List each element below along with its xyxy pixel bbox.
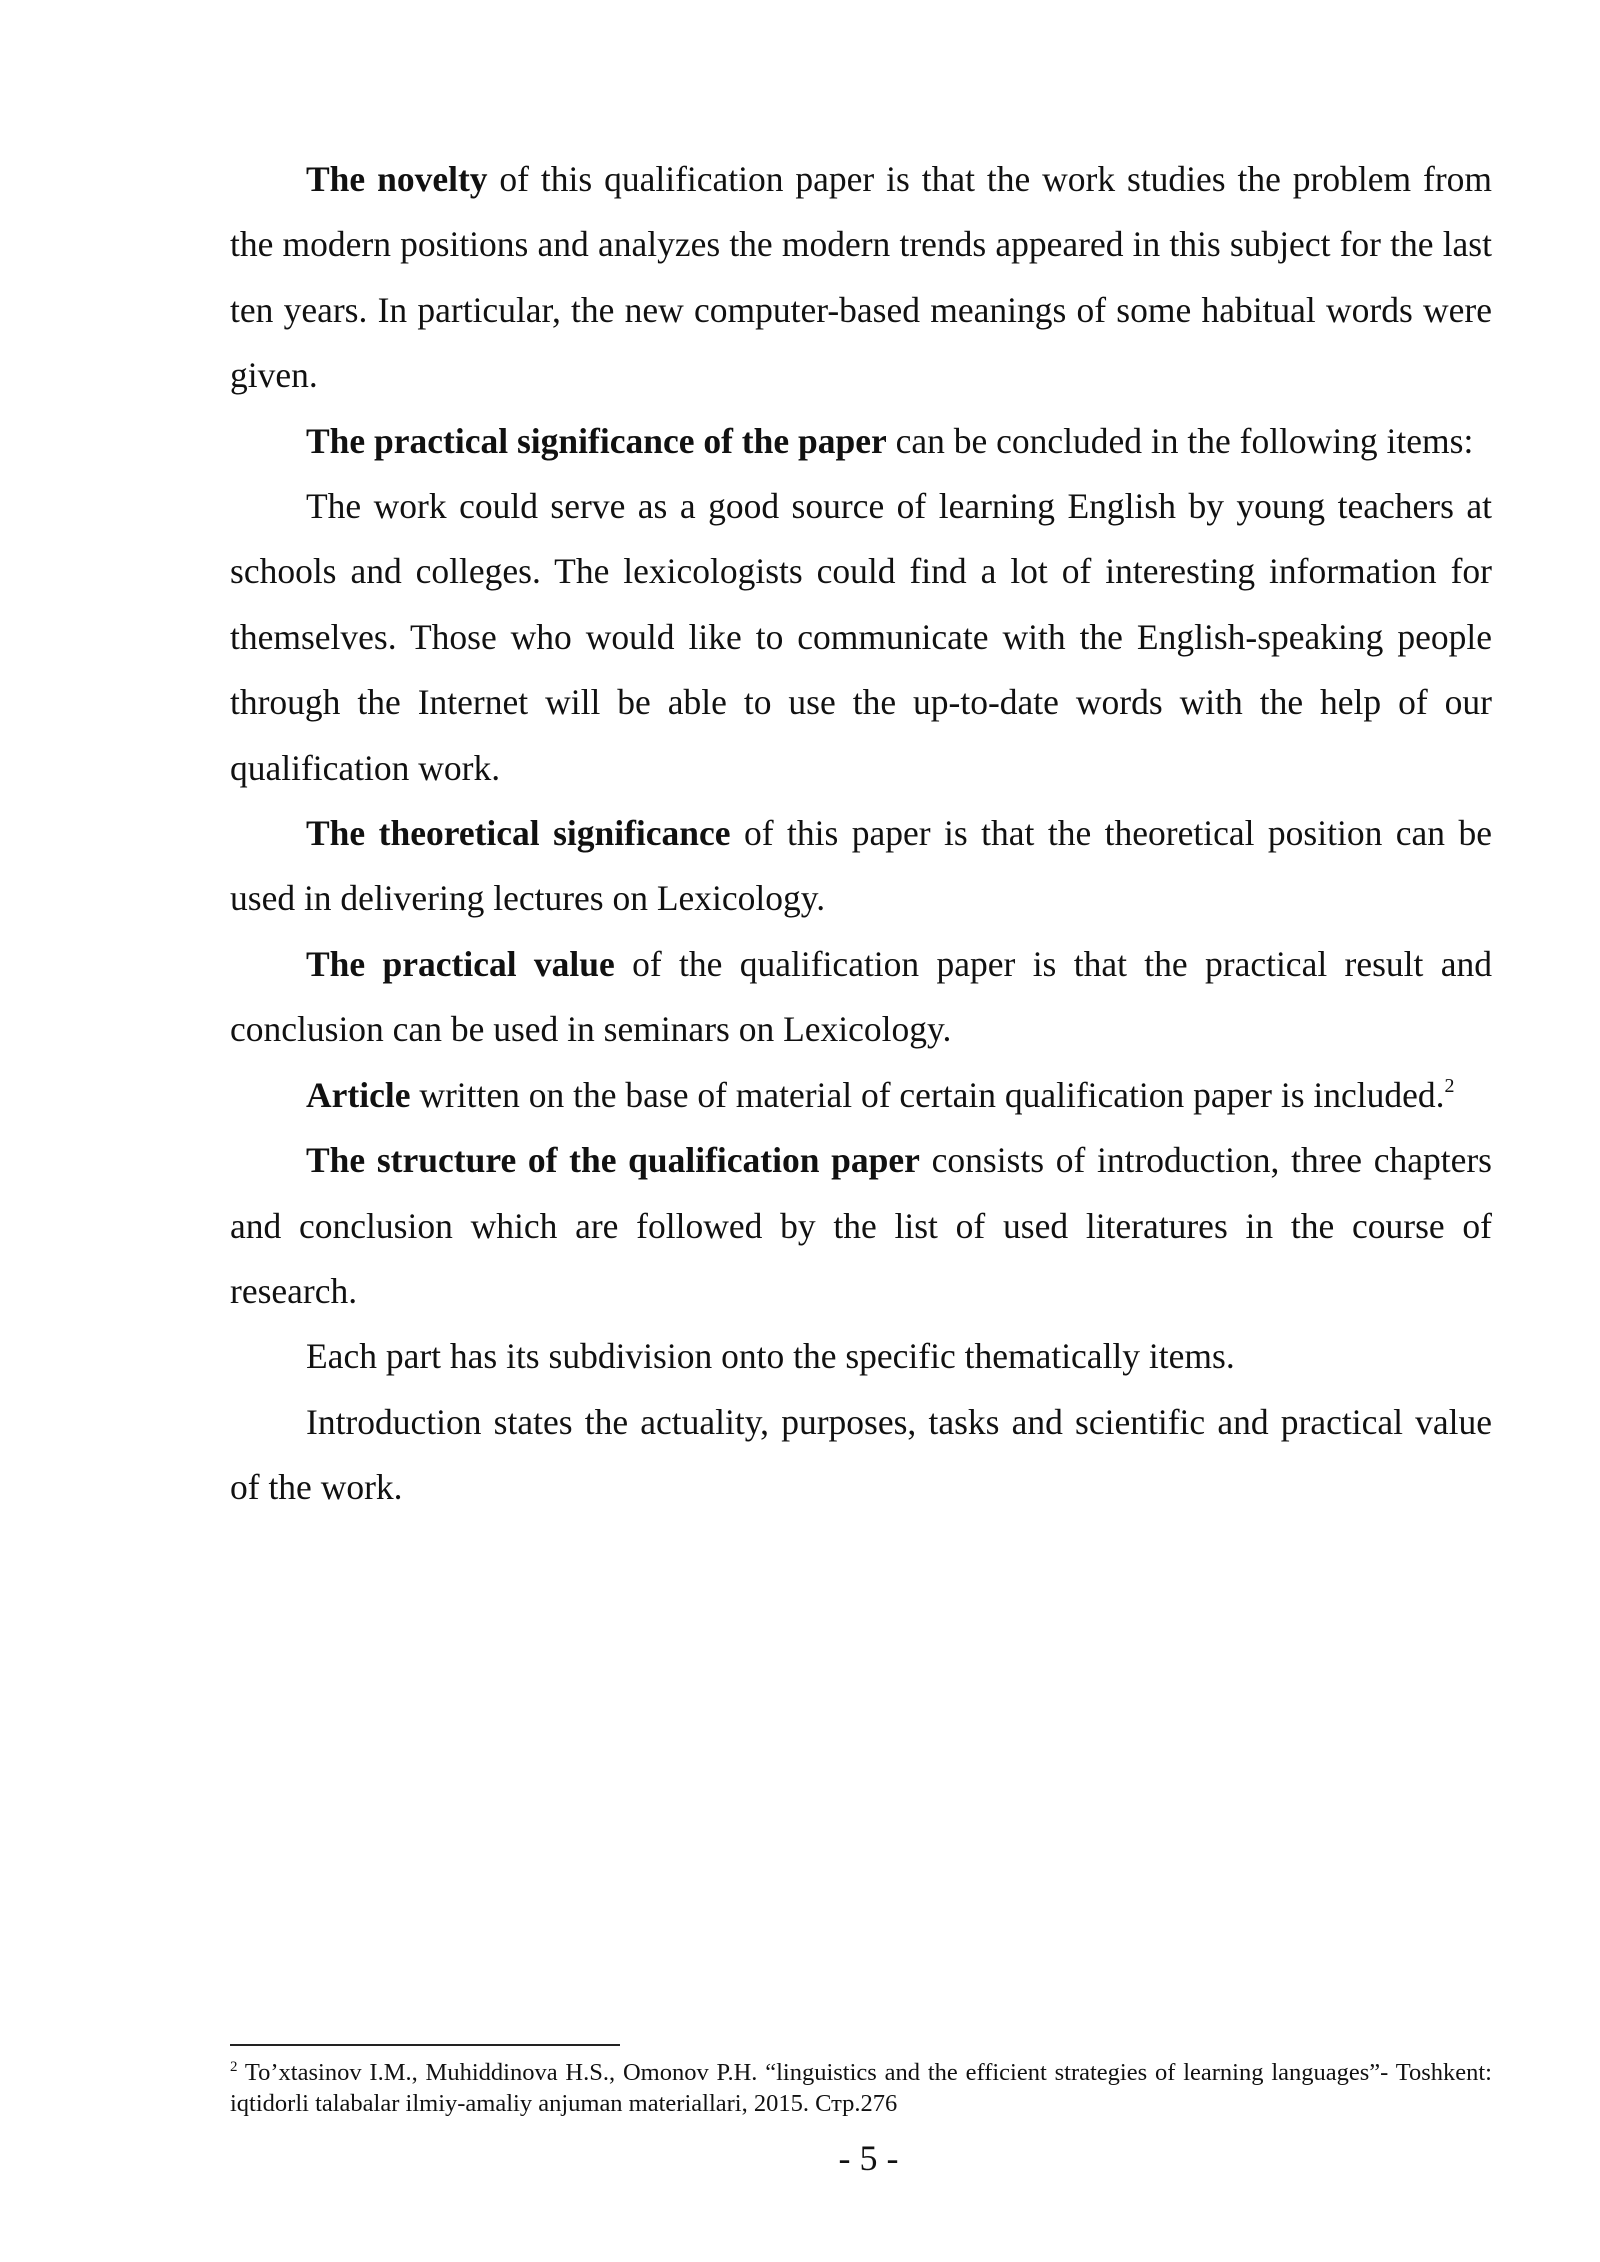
paragraph-text: The work could serve as a good source of learning English by young teachers at schools and colleges. The lexicologists could find a lot of interesting information for themselves. Those who would like to communicate with the English-speaking people through the Internet will be able to use the up-to-date words with the help of our qualification work. [230, 486, 1492, 788]
paragraph-text: written on the base of material of certain qualification paper is included. [410, 1074, 1445, 1115]
paragraph-text: consists of introduction, three chapters and conclusion which are followed by the list of used literatures in the course of research. [230, 1140, 1492, 1311]
footnote [230, 2057, 1492, 2119]
paragraph-lead: The theoretical significance [306, 813, 731, 854]
footnote-reference[interactable]: 2 [1444, 1074, 1455, 1097]
paragraph-text: Introduction states the actuality, purposes, tasks and scientific and practical value of the work. [230, 1401, 1492, 1508]
paragraph-items [230, 474, 1492, 801]
paragraph-article [230, 1063, 1492, 1128]
paragraph-text: Each part has its subdivision onto the specific thematically items. [306, 1336, 1235, 1377]
paragraph-lead: The practical value [306, 943, 615, 984]
footnote-separator [230, 2044, 620, 2046]
paragraph-text: of this qualification paper is that the work studies the problem from the modern positions and analyzes the modern trends appeared in this subject for the last ten years. In particular, the new computer-based meanings of some habitual words were given. [230, 159, 1493, 396]
paragraph-subdivision [230, 1324, 1492, 1389]
paragraph-lead: The novelty [306, 159, 488, 199]
paragraph-practical-value [230, 932, 1492, 1063]
body-text [230, 147, 1492, 1521]
paragraph-text: can be concluded in the following items: [886, 420, 1474, 461]
paragraph-structure [230, 1128, 1492, 1324]
footnote-marker: 2 [230, 2059, 238, 2075]
footnote-text: To’xtasinov I.M., Muhiddinova H.S., Omonov P.H. “linguistics and the efficient strategies of learning languages”- Toshkent: iqtidorli talabalar ilmiy-amaliy anjuman materiallari, 2015. Стр.276 [230, 2059, 1492, 2117]
paragraph-practical-significance [230, 409, 1492, 474]
paragraph-lead: The practical significance of the paper [306, 420, 887, 461]
paragraph-introduction [230, 1390, 1492, 1521]
paragraph-novelty [230, 147, 1492, 409]
paragraph-lead: The structure of the qualification paper [306, 1140, 920, 1181]
paragraph-lead: Article [306, 1074, 411, 1115]
page-number: - 5 - [838, 2138, 899, 2178]
paragraph-text: of the qualification paper is that the practical result and conclusion can be used in seminars on Lexicology. [230, 943, 1492, 1050]
paragraph-theoretical-significance [230, 801, 1492, 932]
paragraph-text: of this paper is that the theoretical position can be used in delivering lectures on Lexicology. [230, 813, 1492, 919]
